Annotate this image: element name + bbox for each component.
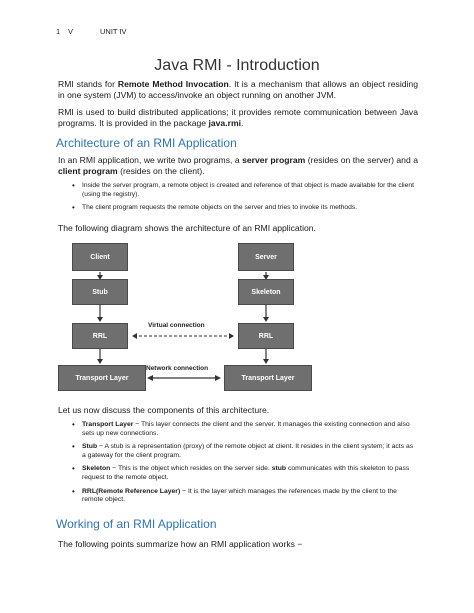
list-item: • The client program requests the remote objects on the server and tries to invoke its methods. (74, 204, 418, 213)
network-connection-label: Network connection (146, 365, 209, 372)
components-list (74, 421, 418, 510)
section-heading-working: Working of an RMI Application (56, 517, 217, 531)
list-item: • Skeleton − This is the object which resides on the server side. stub communicates with this skeleton to pass request to the remote object. (74, 465, 418, 482)
transport-layer-left-box: Transport Layer (58, 365, 146, 391)
page-title: Java RMI - Introduction (154, 57, 320, 74)
rrl-right-box: RRL (238, 323, 294, 349)
skeleton-box: Skeleton (238, 279, 294, 305)
diagram-intro: The following diagram shows the architecture of an RMI application. (58, 223, 316, 233)
transport-layer-right-box: Transport Layer (224, 365, 312, 391)
intro-paragraph-2: RMI is used to build distributed applications; it provides remote communication between Java programs. It is provided in the package java.rmi. (58, 107, 418, 128)
page-number: 1 (56, 27, 61, 36)
intro-paragraph-1: RMI stands for Remote Method Invocation. It is a mechanism that allows an object residing in one system (JVM) to access/invoke an object running on another JVM. (58, 79, 418, 100)
section-heading-architecture: Architecture of an RMI Application (56, 136, 237, 150)
rmi-architecture-diagram (58, 237, 318, 397)
components-intro: Let us now discuss the components of this architecture. (58, 405, 270, 415)
architecture-bullets (74, 182, 418, 218)
virtual-connection-label: Virtual connection (148, 322, 205, 329)
stub-box: Stub (72, 279, 128, 305)
list-item: • Inside the server program, a remote object is created and reference of that object is made available for the client (using the registry). (74, 182, 418, 199)
header-roman: V (68, 27, 74, 36)
working-paragraph: The following points summarize how an RMI application works − (58, 539, 303, 549)
list-item: • Stub − A stub is a representation (proxy) of the remote object at client. It resides in the client system; it acts as a gateway for the client program. (74, 443, 418, 460)
server-box: Server (238, 243, 294, 271)
rrl-left-box: RRL (72, 323, 128, 349)
client-box: Client (72, 243, 128, 271)
architecture-paragraph: In an RMI application, we write two programs, a server program (resides on the server) and a client program (resides on the client). (58, 155, 418, 176)
header-unit: UNIT IV (100, 27, 127, 36)
list-item: • Transport Layer − This layer connects the client and the server. It manages the existing connection and also sets up new connections. (74, 421, 418, 438)
list-item: • RRL(Remote Reference Layer) − It is the layer which manages the references made by the client to the remote object. (74, 488, 418, 505)
